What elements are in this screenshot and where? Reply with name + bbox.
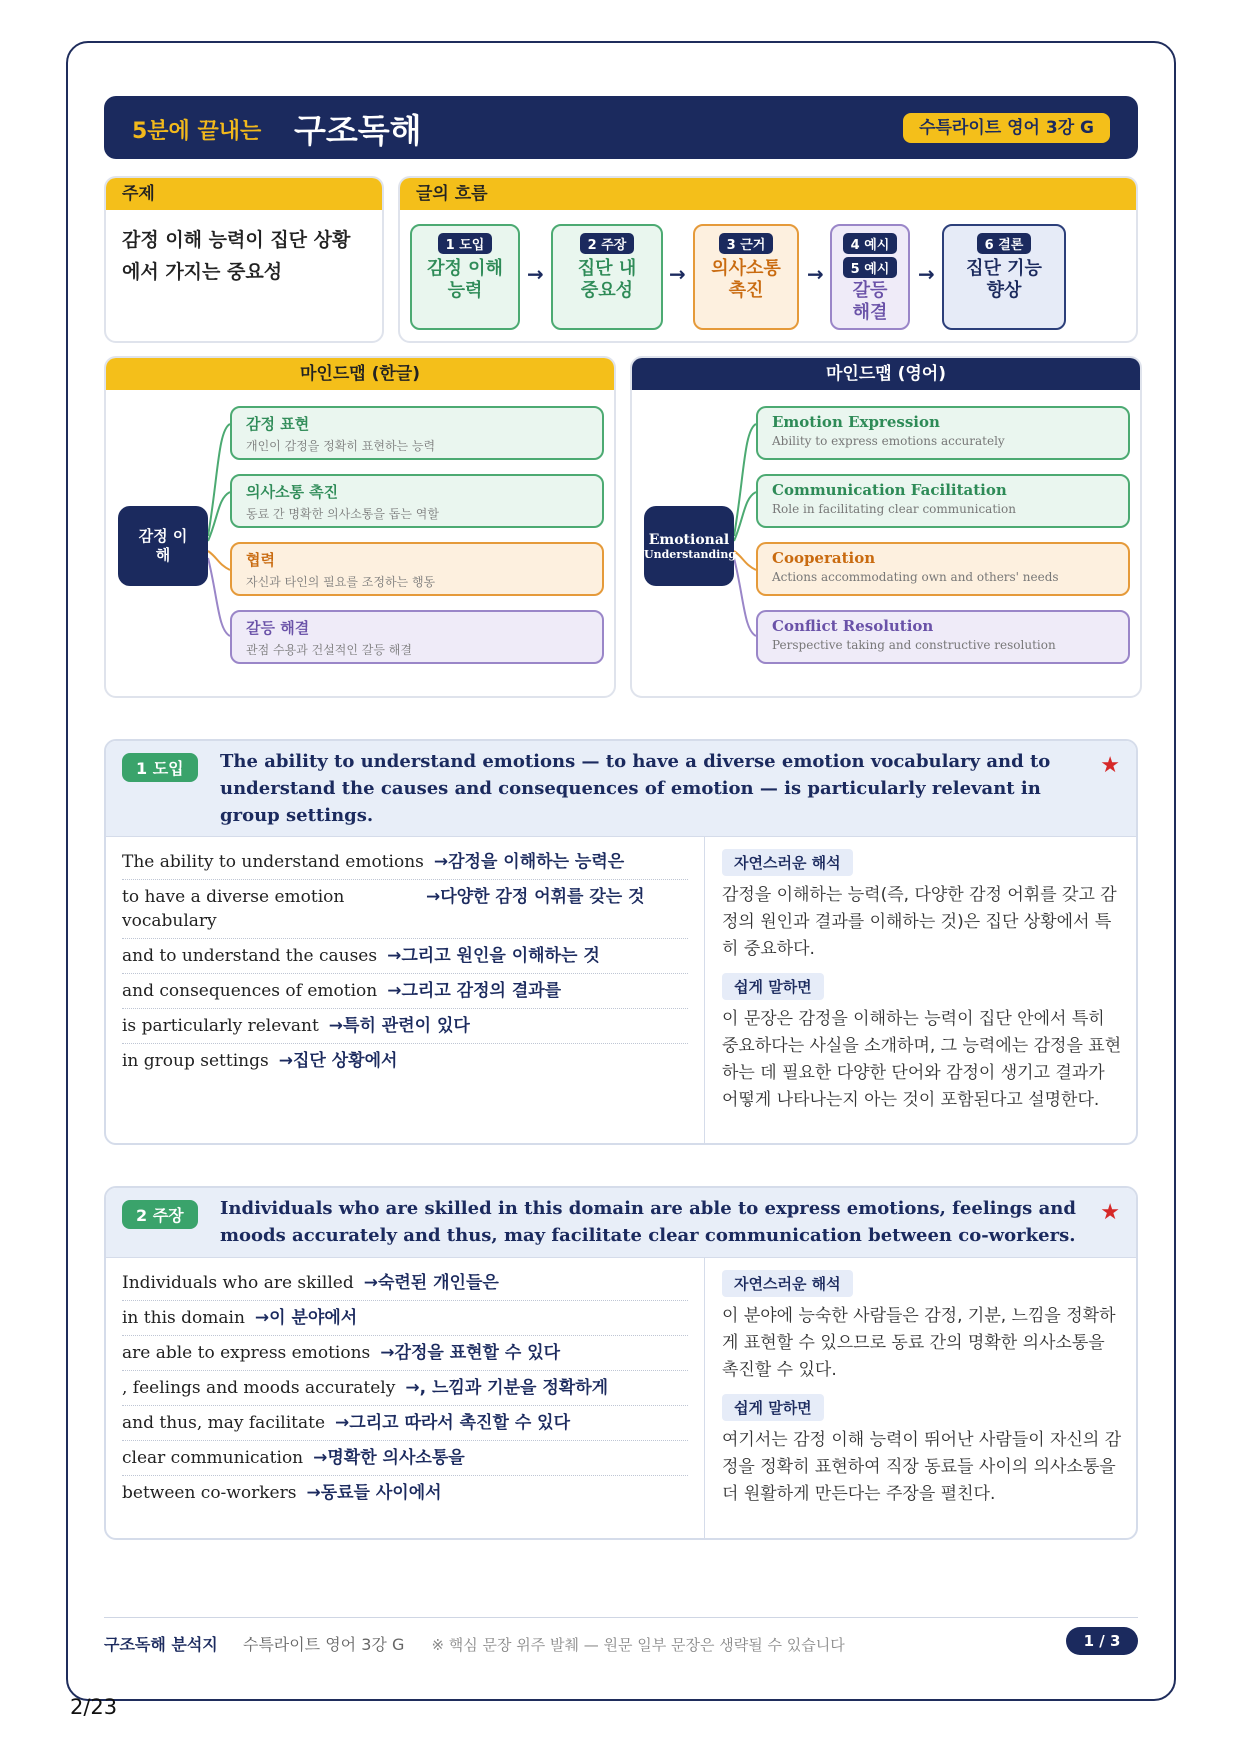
flow-step-evidence — [693, 224, 799, 330]
flow-steps — [410, 224, 1130, 332]
section-sentence: The ability to understand emotions — to have a diverse emotion vocabulary and to understand the causes and consequences of emotion — is particularly relevant in group settings. — [220, 751, 1051, 826]
chunk-row — [122, 1266, 688, 1301]
mindmap-node-desc: Ability to express emotions accurately — [772, 434, 1005, 448]
star-icon: ★ — [1100, 753, 1120, 778]
banner-subtitle: 5분에 끝내는 — [132, 119, 262, 144]
chunk-korean: → 그리고 원인을 이해하는 것 — [387, 944, 600, 968]
flow-step-label: 집단 기능 향상 — [966, 258, 1042, 301]
column-divider — [704, 837, 705, 1145]
chunk-korean: → 특히 관련이 있다 — [329, 1014, 470, 1038]
mindmap-node — [230, 406, 604, 460]
section-tag: 1 도입 — [122, 753, 198, 782]
footer — [104, 1632, 845, 1655]
flow-label: 글의 흐름 — [400, 178, 1136, 210]
natural-translation-label: 자연스러운 해석 — [722, 1270, 853, 1297]
chunk-row — [122, 880, 688, 939]
section-sentence: Individuals who are skilled in this domain are able to express emotions, feelings and moods accurately and thus, may facilitate clear communication between co-workers. — [220, 1198, 1076, 1246]
mindmap-node-desc: 자신과 타인의 필요를 조정하는 행동 — [246, 575, 436, 589]
chunk-english: and thus, may facilitate — [122, 1413, 326, 1433]
easy-explanation-label: 쉽게 말하면 — [722, 973, 824, 1000]
chunk-english: to have a diverse emotion vocabulary — [122, 887, 345, 931]
chunk-english: in group settings — [122, 1051, 269, 1071]
chunk-row — [122, 1406, 688, 1441]
explanation-panel — [722, 1270, 1124, 1518]
flow-step-examples — [830, 224, 910, 330]
footer-title: 구조독해 분석지 — [104, 1635, 218, 1654]
mindmap-node-title: Emotion Expression — [772, 413, 940, 431]
mindmap-node — [230, 542, 604, 596]
flow-step-conclusion — [942, 224, 1066, 330]
chunk-row — [122, 1301, 688, 1336]
natural-translation-label: 자연스러운 해석 — [722, 849, 853, 876]
flow-step-number: 1 도입 — [438, 233, 493, 254]
flow-arrow: → — [918, 262, 935, 286]
mindmap-node-title: Cooperation — [772, 549, 876, 567]
flow-step-number: 2 주장 — [580, 233, 635, 254]
mindmap-node-title: 감정 표현 — [246, 415, 310, 433]
mindmap-node-desc: Perspective taking and constructive resolution — [772, 638, 1056, 652]
chunk-english: The ability to understand emotions — [122, 852, 424, 872]
banner-title: 구조독해 — [294, 111, 422, 150]
chunk-row — [122, 1009, 688, 1044]
mindmap-node — [756, 542, 1130, 596]
mindmap-english — [630, 356, 1142, 698]
chunk-row — [122, 1371, 688, 1406]
mindmap-node-title: 의사소통 촉진 — [246, 483, 339, 501]
mindmap-korean-center: 감정 이해 — [118, 506, 208, 586]
chunk-list — [122, 845, 688, 1078]
mindmap-english-center — [644, 506, 737, 586]
chunk-english: in this domain — [122, 1308, 245, 1328]
center-line-1: Emotional — [648, 531, 730, 548]
easy-explanation-label: 쉽게 말하면 — [722, 1394, 824, 1421]
flow-step-number: 6 결론 — [977, 233, 1032, 254]
easy-explanation: 여기서는 감정 이해 능력이 뛰어난 사람들이 자신의 감정을 정확히 표현하여 직장 동료들 사이의 의사소통을 더 원활하게 만든다는 주장을 펼친다. — [722, 1430, 1122, 1504]
chunk-row — [122, 845, 688, 880]
mindmap-korean-title: 마인드맵 (한글) — [106, 358, 614, 390]
flow-card — [398, 176, 1138, 343]
footer-page-badge: 1 / 3 — [1066, 1627, 1138, 1655]
section-header — [106, 1188, 1136, 1258]
chunk-row — [122, 1476, 688, 1510]
mindmap-node-desc: 동료 간 명확한 의사소통을 돕는 역할 — [246, 507, 439, 521]
page-number: 2/23 — [70, 1695, 118, 1719]
flow-step-number: 4 예시 — [843, 233, 898, 254]
chunk-english: , feelings and moods accurately — [122, 1378, 396, 1398]
chunk-row — [122, 939, 688, 974]
chunk-korean: → 감정을 이해하는 능력은 — [434, 850, 624, 874]
flow-step-label: 의사소통 촉진 — [711, 258, 781, 301]
footer-subtitle: 수특라이트 영어 3강 G — [242, 1635, 405, 1654]
chunk-korean: → 그리고 감정의 결과를 — [387, 979, 561, 1003]
mindmap-korean — [104, 356, 616, 698]
mindmap-node-desc: 관점 수용과 건설적인 갈등 해결 — [246, 643, 412, 657]
chunk-english: are able to express emotions — [122, 1343, 371, 1363]
chunk-korean: → 그리고 따라서 촉진할 수 있다 — [335, 1411, 570, 1435]
topic-text: 감정 이해 능력이 집단 상황에서 가지는 중요성 — [122, 229, 351, 283]
chunk-row — [122, 974, 688, 1009]
flow-arrow: → — [669, 262, 686, 286]
mindmap-node — [756, 406, 1130, 460]
topic-label: 주제 — [106, 178, 382, 210]
mindmap-node-desc: Role in facilitating clear communication — [772, 502, 1016, 516]
chunk-korean: → 집단 상황에서 — [279, 1049, 398, 1073]
chunk-english: between co-workers — [122, 1483, 297, 1503]
chunk-english: clear communication — [122, 1448, 304, 1468]
chunk-korean: → , 느낌과 기분을 정확하게 — [405, 1376, 608, 1400]
chunk-korean: → 숙련된 개인들은 — [364, 1271, 499, 1295]
mindmap-node-desc: Actions accommodating own and others' needs — [772, 570, 1059, 584]
chunk-english: Individuals who are skilled — [122, 1273, 354, 1293]
chunk-english: and consequences of emotion — [122, 981, 378, 1001]
flow-step-number: 3 근거 — [719, 233, 774, 254]
chunk-korean: → 이 분야에서 — [255, 1306, 357, 1330]
mindmap-node — [230, 474, 604, 528]
mindmap-node — [230, 610, 604, 664]
chunk-korean: → 동료들 사이에서 — [306, 1481, 441, 1505]
chunk-korean: → 감정을 표현할 수 있다 — [380, 1341, 560, 1365]
center-line-2: Understanding — [644, 547, 737, 561]
flow-step-label: 감정 이해 능력 — [427, 258, 503, 301]
chunk-list — [122, 1266, 688, 1510]
flow-arrow: → — [527, 262, 544, 286]
mindmap-node-title: Communication Facilitation — [772, 481, 1007, 499]
chunk-row — [122, 1044, 688, 1078]
section-claim — [104, 1186, 1138, 1540]
flow-step-label: 갈등 해결 — [852, 280, 888, 323]
topic-card — [104, 176, 384, 343]
footer-divider — [104, 1617, 1138, 1618]
mindmap-node-title: 협력 — [246, 551, 275, 569]
flow-arrow: → — [807, 262, 824, 286]
section-tag: 2 주장 — [122, 1200, 198, 1229]
natural-translation: 이 분야에 능숙한 사람들은 감정, 기분, 느낌을 정확하게 표현할 수 있으므로 동료 간의 명확한 의사소통을 촉진할 수 있다. — [722, 1306, 1116, 1380]
chunk-row — [122, 1441, 688, 1476]
flow-step-intro — [410, 224, 520, 330]
natural-translation: 감정을 이해하는 능력(즉, 다양한 감정 어휘를 갖고 감정의 원인과 결과를 이해하는 것)은 집단 상황에서 특히 중요하다. — [722, 885, 1117, 959]
section-header — [106, 741, 1136, 837]
mindmap-node-title: Conflict Resolution — [772, 617, 934, 635]
flow-step-claim — [551, 224, 663, 330]
mindmap-node — [756, 474, 1130, 528]
title-banner — [104, 96, 1138, 159]
chunk-korean: → 명확한 의사소통을 — [313, 1446, 465, 1470]
mindmap-node-desc: 개인이 감정을 정확히 표현하는 능력 — [246, 439, 436, 453]
section-intro — [104, 739, 1138, 1145]
star-icon: ★ — [1100, 1200, 1120, 1225]
column-divider — [704, 1258, 705, 1540]
easy-explanation: 이 문장은 감정을 이해하는 능력이 집단 안에서 특히 중요하다는 사실을 소개하며, 그 능력에는 감정을 표현하는 데 필요한 다양한 단어와 감정이 생기고 결과가 어떻게 나타나는지 아는 것이 포함된다고 설명한다. — [722, 1009, 1122, 1110]
chunk-english: is particularly relevant — [122, 1016, 319, 1036]
mindmap-node — [756, 610, 1130, 664]
explanation-panel — [722, 849, 1124, 1124]
chunk-korean: → 다양한 감정 어휘를 갖는 것 — [426, 885, 645, 933]
mindmap-english-title: 마인드맵 (영어) — [632, 358, 1140, 390]
lesson-badge: 수특라이트 영어 3강 G — [903, 113, 1110, 143]
flow-step-number-2: 5 예시 — [843, 257, 898, 278]
mindmap-node-title: 갈등 해결 — [246, 619, 310, 637]
flow-step-label: 집단 내 중요성 — [577, 258, 637, 301]
chunk-row — [122, 1336, 688, 1371]
chunk-english: and to understand the causes — [122, 946, 378, 966]
footer-note: ※ 핵심 문장 위주 발췌 — 원문 일부 문장은 생략될 수 있습니다 — [431, 1636, 845, 1654]
